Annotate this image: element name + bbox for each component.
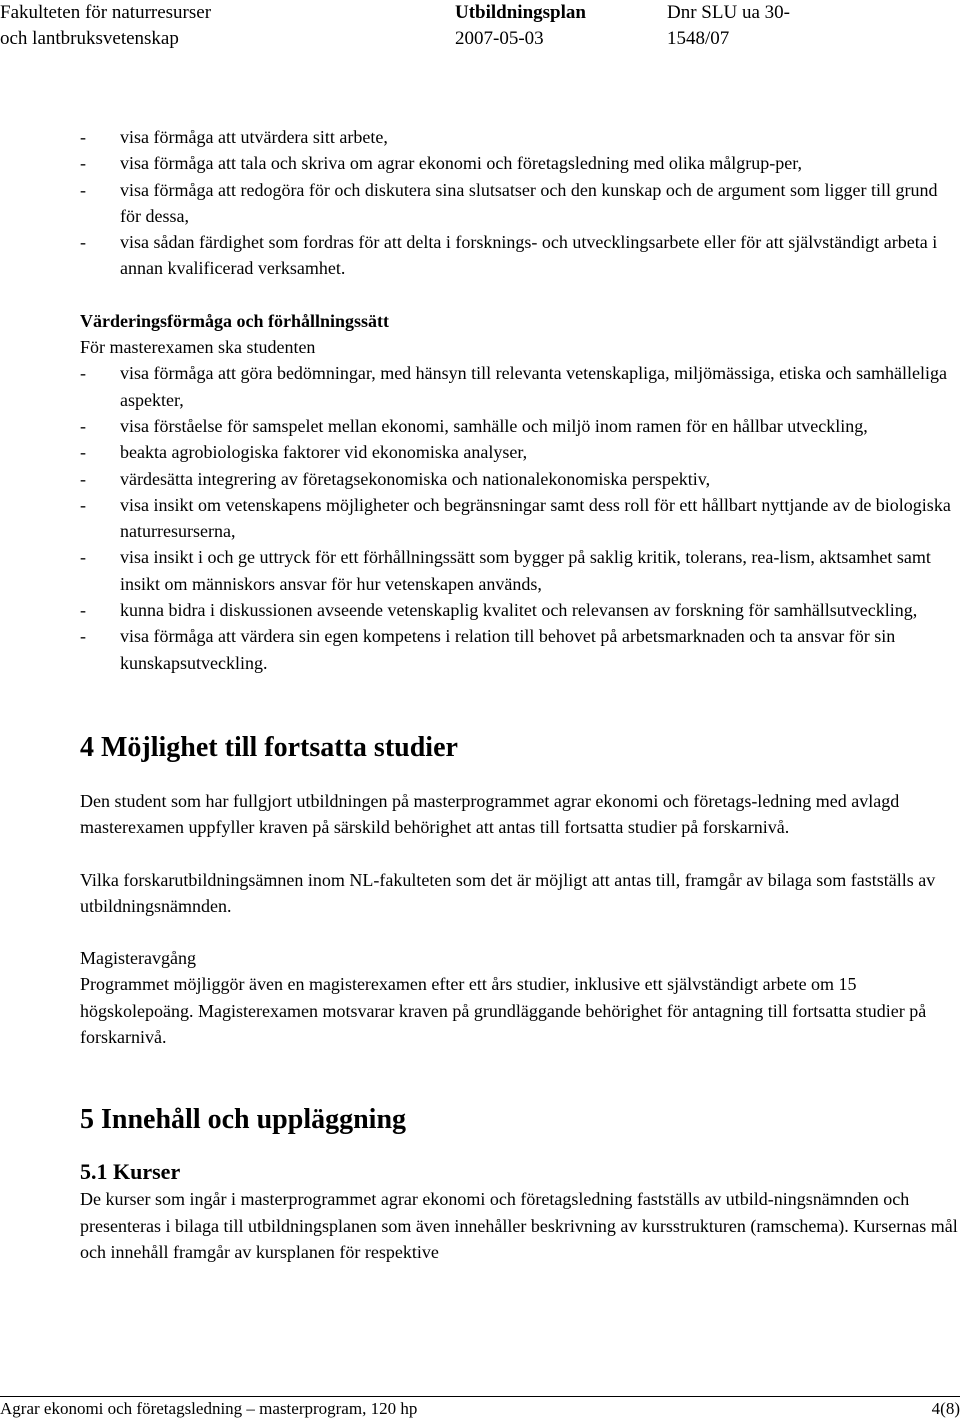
section-4-paragraph-3: Programmet möjliggör även en magisterexamen efter ett års studier, inklusive ett självständigt arbete om 15 högskolepoäng. Magisterexamen motsvarar kraven på grundläggande behörighet för antagning till fortsatta studier på forskarnivå. bbox=[80, 974, 927, 1048]
values-heading: Värderingsförmåga och förhållningssätt bbox=[80, 310, 389, 331]
section-5-1-title: 5.1 Kurser bbox=[80, 1159, 181, 1185]
section-5-paragraph-1: De kurser som ingår i masterprogrammet agrar ekonomi och företagsledning fastställs av utbild-ningsnämnden och presenteras i bilaga till utbildningsplanen som även innehåller beskrivning av kursstrukturen (ramschema). Kursernas mål och innehåll framgår av kursplanen för respektive bbox=[80, 1189, 958, 1262]
page-header bbox=[0, 0, 960, 60]
list-item: - visa sådan färdighet som fordras för att delta i forsknings- och utvecklingsarbete eller för att självständigt arbeta i annan kvalificerad verksamhet. bbox=[80, 229, 960, 282]
section-4-paragraph-2: Vilka forskarutbildningsämnen inom NL-fakulteten som det är möjligt att antas till, framgår av bilaga som fastställs av utbildningsnämnden. bbox=[80, 869, 936, 916]
list-item: - visa förståelse för samspelet mellan ekonomi, samhälle och miljö inom ramen för en hållbar utveckling, bbox=[80, 413, 960, 439]
magister-heading: Magisteravgång bbox=[80, 948, 196, 969]
list-item: - visa förmåga att göra bedömningar, med hänsyn till relevanta vetenskapliga, miljömässiga, etiska och samhälleliga aspekter, bbox=[80, 360, 960, 413]
header-document-type: Utbildningsplan 2007-05-03 bbox=[455, 2, 586, 49]
list-item: - kunna bidra i diskussionen avseende vetenskaplig kvalitet och relevansen av forskning för samhällsutveckling, bbox=[80, 597, 960, 623]
list-item: - visa insikt i och ge uttryck för ett förhållningssätt som bygger på saklig kritik, tolerans, rea-lism, aktsamhet samt insikt om människors ansvar för hur vetenskapen används, bbox=[80, 544, 960, 597]
header-reference-number: Dnr SLU ua 30- 1548/07 bbox=[667, 2, 790, 49]
footer-rule bbox=[0, 1396, 960, 1397]
list-item: - visa förmåga att tala och skriva om agrar ekonomi och företagsledning med olika målgrup-per, bbox=[80, 150, 960, 176]
list-item: - visa insikt om vetenskapens möjligheter och begränsningar samt dess roll för ett hållbart nyttjande av de biologiska naturresurserna, bbox=[80, 492, 960, 545]
page-number: 4(8) bbox=[931, 1399, 960, 1418]
footer-program-title: Agrar ekonomi och företagsledning – masterprogram, 120 hp bbox=[0, 1399, 418, 1418]
section-4-title: 4 Möjlighet till fortsatta studier bbox=[80, 731, 458, 763]
list-item: - visa förmåga att redogöra för och diskutera sina slutsatser och den kunskap och de argument som ligger till grund för dessa, bbox=[80, 177, 960, 230]
header-faculty: Fakulteten för naturresurser och lantbruksvetenskap bbox=[0, 2, 212, 49]
list-item: - visa förmåga att värdera sin egen kompetens i relation till behovet på arbetsmarknaden och ta ansvar för sin kunskapsutveckling. bbox=[80, 623, 960, 676]
list-item: - beakta agrobiologiska faktorer vid ekonomiska analyser, bbox=[80, 439, 960, 465]
values-list bbox=[80, 360, 960, 676]
document-body bbox=[80, 124, 960, 1265]
section-4-paragraph-1: Den student som har fullgjort utbildningen på masterprogrammet agrar ekonomi och företags-ledning med avlagd masterexamen uppfyller kraven på särskild behörighet att antas till fortsatta studier på forskarnivå. bbox=[80, 790, 900, 838]
list-item: - värdesätta integrering av företagsekonomiska och nationalekonomiska perspektiv, bbox=[80, 466, 960, 492]
list-item: - visa förmåga att utvärdera sitt arbete, bbox=[80, 124, 960, 150]
values-intro: För masterexamen ska studenten bbox=[80, 337, 316, 358]
skills-list bbox=[80, 124, 960, 282]
section-5-title: 5 Innehåll och uppläggning bbox=[80, 1104, 407, 1136]
